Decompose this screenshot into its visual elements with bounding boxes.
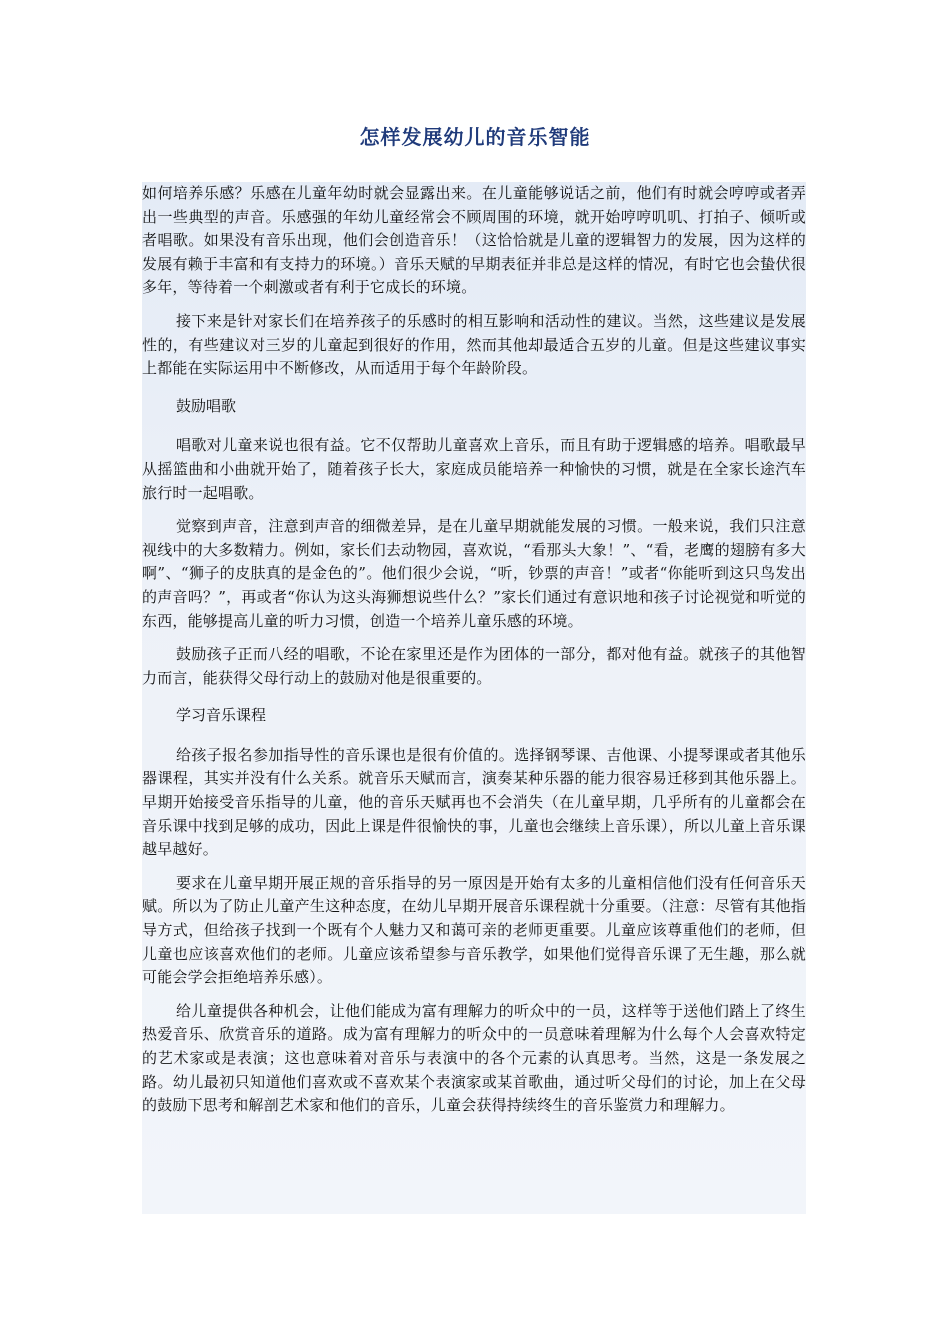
article-body: [142, 182, 806, 1214]
paragraph-listening: 觉察到声音，注意到声音的细微差异，是在儿童早期就能发展的习惯。一般来说，我们只注意视线中的大多数精力。例如，家长们去动物园，喜欢说，“看那头大象！”、“看，老鹰的翅膀有多大啊”、“狮子的皮肤真的是金色的”。他们很少会说，“听，钞票的声音！”或者“你能听到这只鸟发出的声音吗？”，再或者“你认为这头海狮想说些什么？”家长们通过有意识地和孩子讨论视觉和听觉的东西，能够提高儿童的听力习惯，创造一个培养儿童乐感的环境。: [142, 517, 806, 630]
paragraph-intro: 如何培养乐感？乐感在儿童年幼时就会显露出来。在儿童能够说话之前，他们有时就会哼哼或者弄出一些典型的声音。乐感强的年幼儿童经常会不顾周围的环境，就开始哼哼叽叽、打拍子、倾听或者唱歌。如果没有音乐出现，他们会创造音乐！（这恰恰就是儿童的逻辑智力的发展，因为这样的发展有赖于丰富和有支持力的环境。）音乐天赋的早期表征并非总是这样的情况，有时它也会蛰伏很多年，等待着一个刺激或者有利于它成长的环境。: [142, 184, 806, 297]
paragraph-encourage: 鼓励孩子正而八经的唱歌，不论在家里还是作为团体的一部分，都对他有益。就孩子的其他智力而言，能获得父母行动上的鼓励对他是很重要的。: [142, 645, 806, 687]
paragraph-suggestions: 接下来是针对家长们在培养孩子的乐感时的相互影响和活动性的建议。当然，这些建议是发展性的，有些建议对三岁的儿童起到很好的作用，然而其他却最适合五岁的儿童。但是这些建议事实上都能在实际运用中不断修改，从而适用于每个年龄阶段。: [142, 311, 806, 378]
page-title: 怎样发展幼儿的音乐智能: [359, 125, 591, 149]
paragraph-audience: 给儿童提供各种机会，让他们能成为富有理解力的听众中的一员，这样等于送他们踏上了终生热爱音乐、欣赏音乐的道路。成为富有理解力的听众中的一员意味着理解为什么每个人会喜欢特定的艺术家或是表演；这也意味着对音乐与表演中的各个元素的认真思考。当然，这是一条发展之路。幼儿最初只知道他们喜欢或不喜欢某个表演家或某首歌曲，通过听父母们的讨论，加上在父母的鼓励下思考和解剖艺术家和他们的音乐，儿童会获得持续终生的音乐鉴赏力和理解力。: [142, 1001, 806, 1115]
paragraph-singing: 唱歌对儿童来说也很有益。它不仅帮助儿童喜欢上音乐，而且有助于逻辑感的培养。唱歌最早从摇篮曲和小曲就开始了，随着孩子长大，家庭成员能培养一种愉快的习惯，就是在全家长途汽车旅行时一起唱歌。: [142, 436, 806, 502]
section-heading-singing: 鼓励唱歌: [176, 396, 237, 415]
paragraph-formal-instruction: 要求在儿童早期开展正规的音乐指导的另一原因是开始有太多的儿童相信他们没有任何音乐天赋。所以为了防止儿童产生这种态度，在幼儿早期开展音乐课程就十分重要。（注意：尽管有其他指导方式，但给孩子找到一个既有个人魅力又和蔼可亲的老师更重要。儿童应该尊重他们的老师，但儿童也应该喜欢他们的老师。儿童应该希望参与音乐教学，如果他们觉得音乐课了无生趣，那么就可能会学会拒绝培养乐感）。: [142, 873, 806, 987]
section-heading-lessons: 学习音乐课程: [176, 706, 267, 725]
paragraph-lessons: 给孩子报名参加指导性的音乐课也是很有价值的。选择钢琴课、吉他课、小提琴课或者其他乐器课程，其实并没有什么关系。就音乐天赋而言，演奏某种乐器的能力很容易迁移到其他乐器上。早期开始接受音乐指导的儿童，他的音乐天赋再也不会消失（在儿童早期，几乎所有的儿童都会在音乐课中找到足够的成功，因此上课是件很愉快的事，儿童也会继续上音乐课），所以儿童上音乐课越早越好。: [142, 745, 806, 859]
